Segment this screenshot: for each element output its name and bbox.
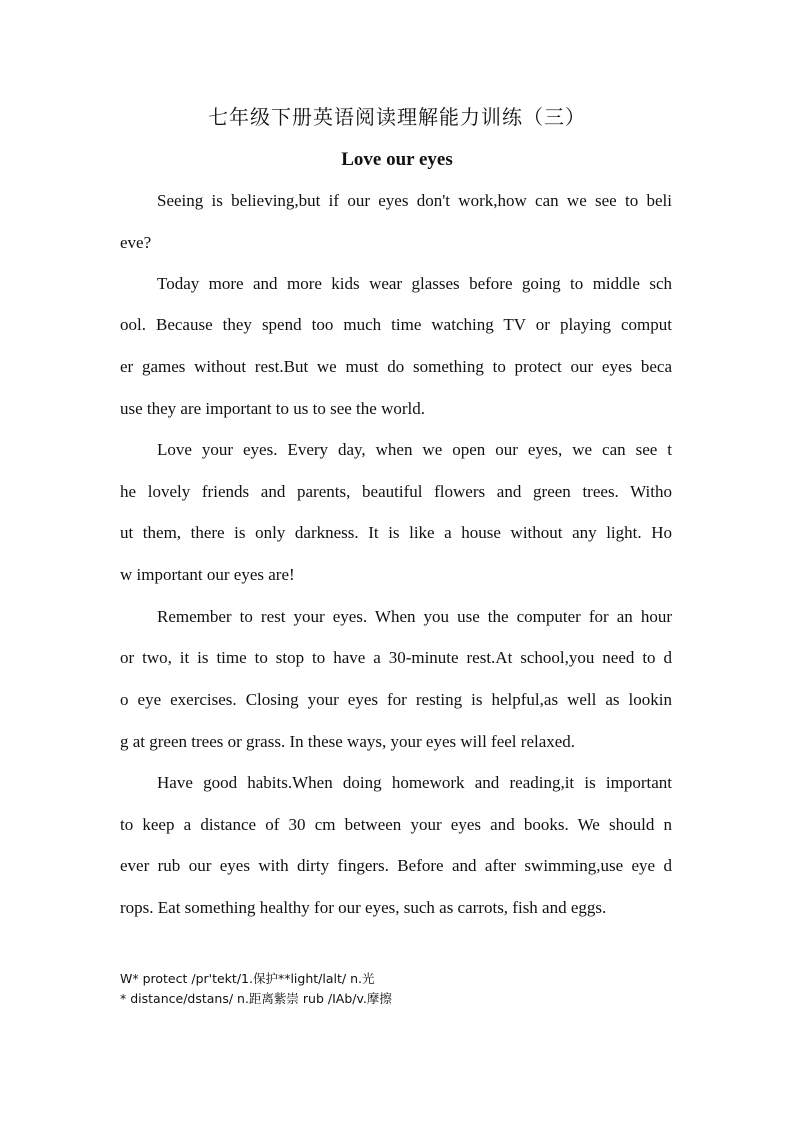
text-line: w important our eyes are!: [120, 565, 295, 584]
text-line: use they are important to us to see the world.: [120, 399, 425, 418]
text-line: er games without rest.But we must do something to protect our eyes beca: [120, 357, 672, 376]
text-line: Have good habits.When doing homework and reading,it is important: [157, 773, 672, 792]
text-line: he lovely friends and parents, beautiful flowers and green trees. Witho: [120, 482, 672, 501]
text-line: Remember to rest your eyes. When you use the computer for an hour: [157, 607, 672, 626]
text-line: ut them, there is only darkness. It is like a house without any light. Ho: [120, 523, 672, 542]
text-line: or two, it is time to stop to have a 30-minute rest.At school,you need to d: [120, 648, 672, 667]
text-line: Today more and more kids wear glasses before going to middle sch: [157, 274, 672, 293]
text-line: ever rub our eyes with dirty fingers. Before and after swimming,use eye d: [120, 856, 672, 875]
vocabulary-note: W* protect /pr'tekt/1.保护**light/lalt/ n.光: [120, 971, 375, 986]
text-line: eve?: [120, 233, 152, 252]
text-line: g at green trees or grass. In these ways, your eyes will feel relaxed.: [120, 732, 576, 751]
text-line: Love your eyes. Every day, when we open our eyes, we can see t: [157, 440, 672, 459]
text-line: ool. Because they spend too much time watching TV or playing comput: [120, 315, 672, 334]
vocabulary-note: * distance/dstans/ n.距离紫崇 rub /IAb/v.摩擦: [120, 991, 392, 1006]
document-title: 七年级下册英语阅读理解能力训练（三）: [208, 105, 586, 129]
text-line: Seeing is believing,but if our eyes don't work,how can we see to beli: [157, 191, 672, 210]
text-line: to keep a distance of 30 cm between your eyes and books. We should n: [120, 815, 672, 834]
text-line: o eye exercises. Closing your eyes for resting is helpful,as well as lookin: [120, 690, 672, 709]
text-line: rops. Eat something healthy for our eyes, such as carrots, fish and eggs.: [120, 898, 607, 917]
passage-title: Love our eyes: [341, 149, 453, 170]
